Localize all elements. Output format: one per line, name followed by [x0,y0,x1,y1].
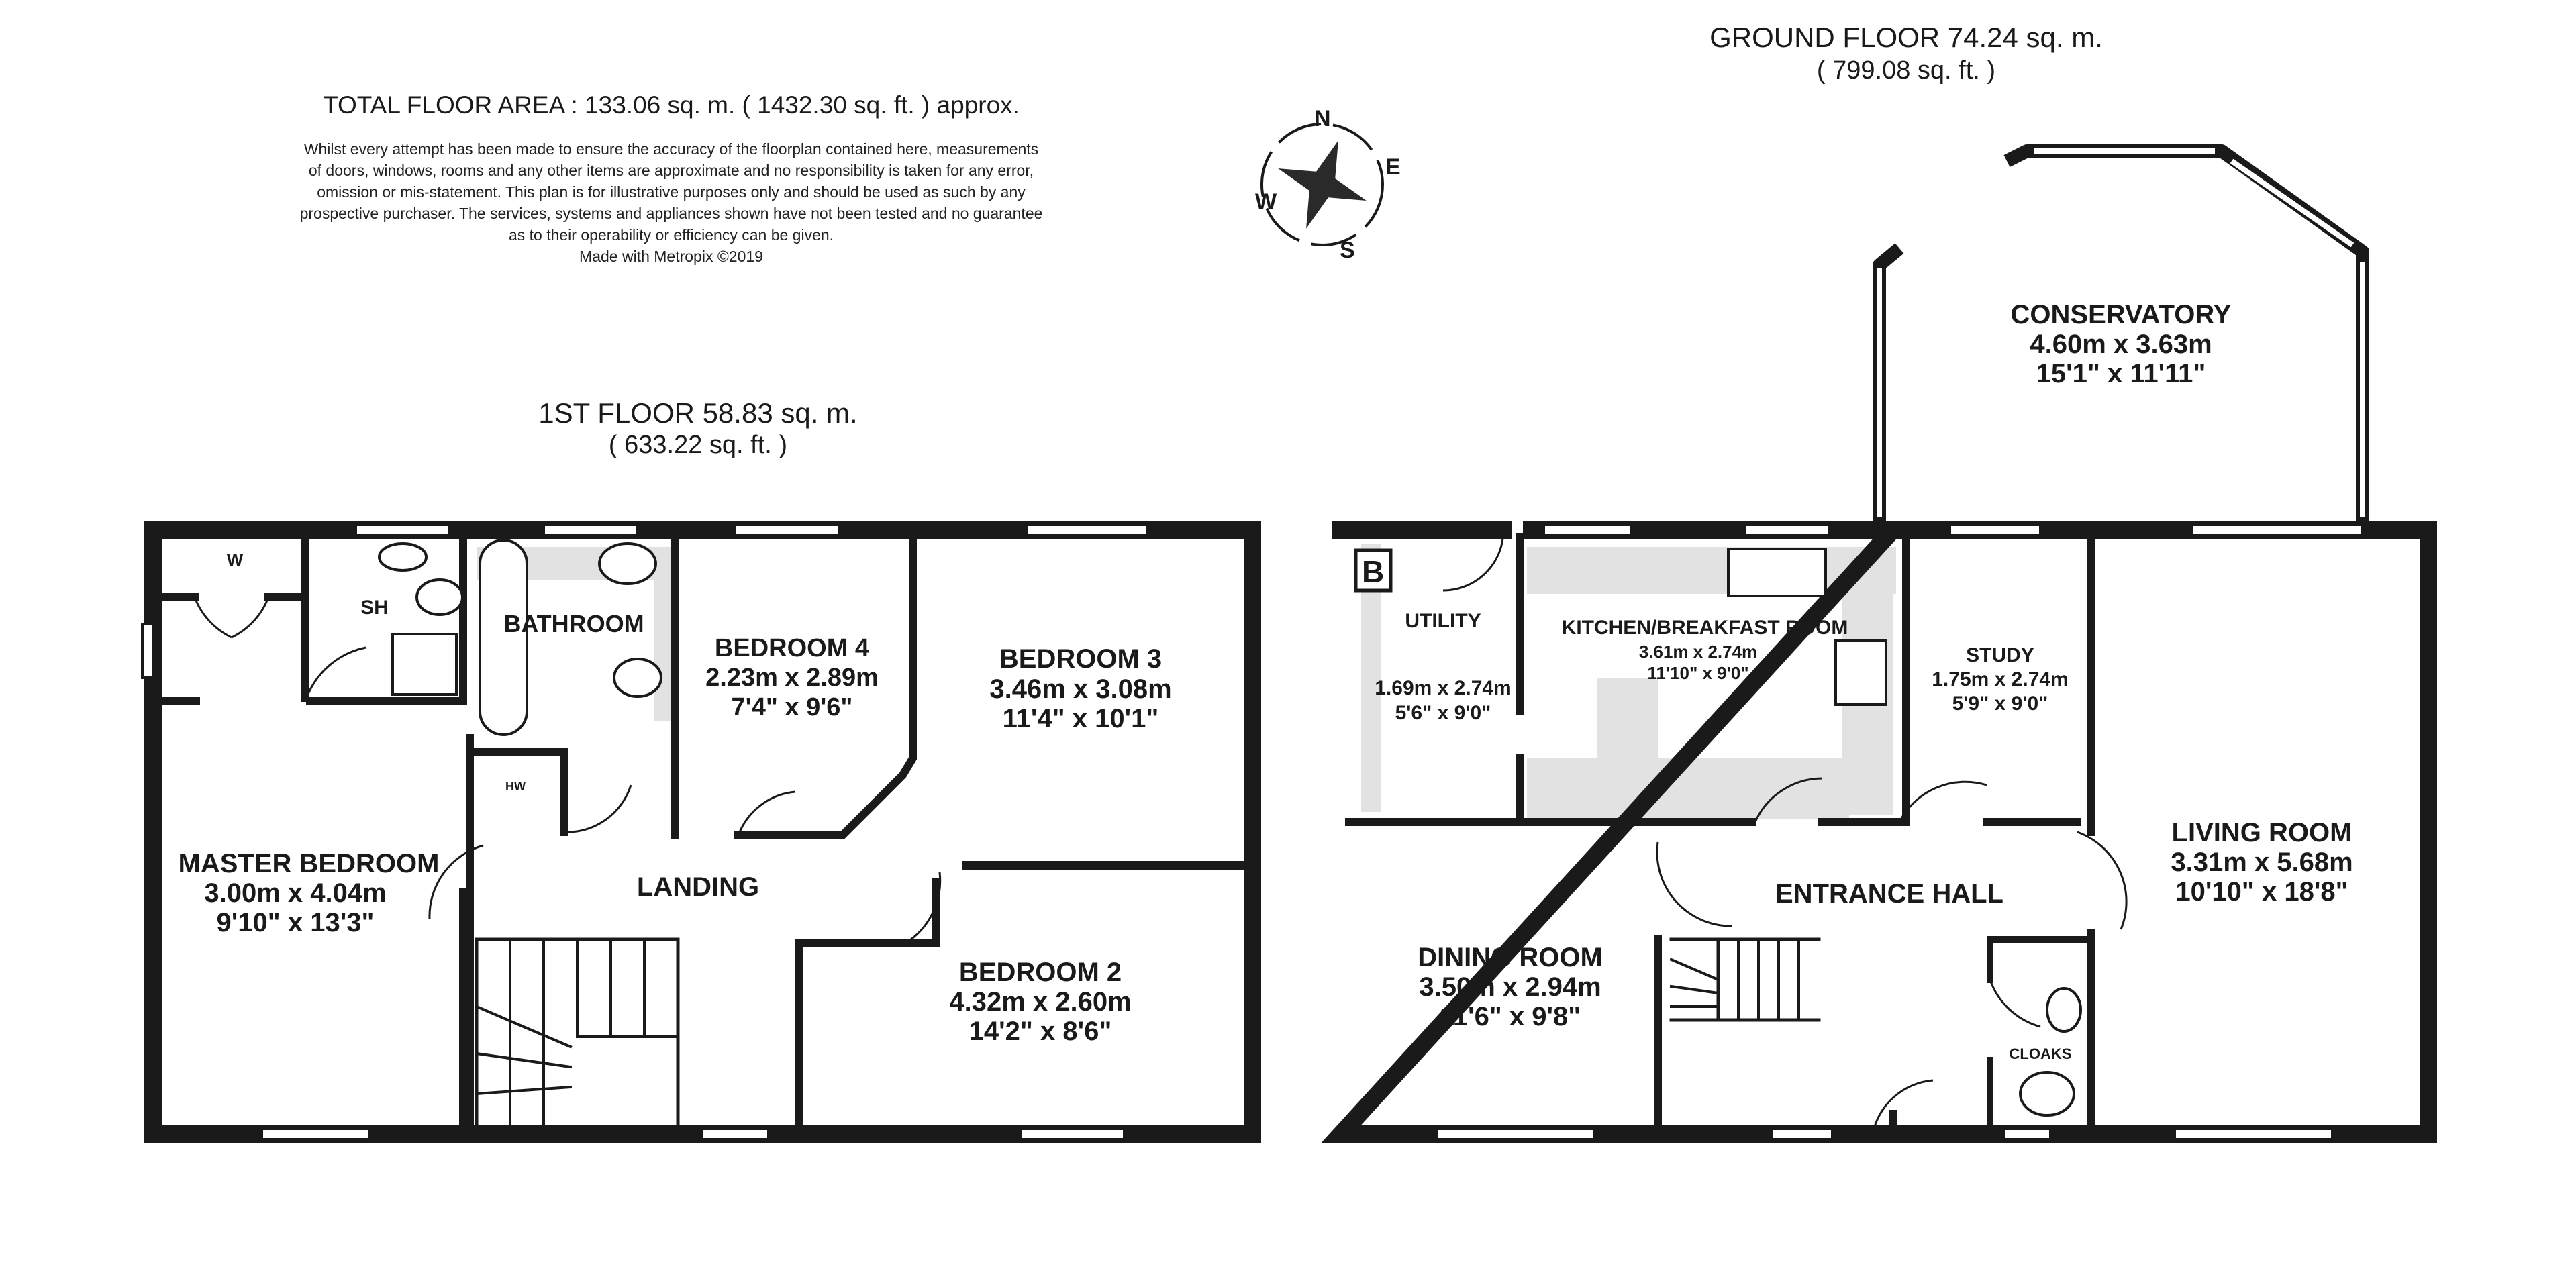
study-imperial: 5'9" x 9'0" [1952,692,2048,715]
landing-label: LANDING [636,872,760,902]
bedroom2-imperial: 14'2" x 8'6" [969,1017,1112,1046]
dining-room-name: DINING ROOM [1418,943,1603,972]
disclaimer-line: as to their operability or efficiency can be given. [508,226,834,244]
master-bedroom-name: MASTER BEDROOM [178,849,440,878]
utility-metric: 1.69m x 2.74m [1375,677,1512,699]
living-room-metric: 3.31m x 5.68m [2171,847,2353,877]
disclaimer-line: of doors, windows, rooms and any other items are approximate and no responsibility is taken for any error, [308,162,1034,179]
bedroom4-metric: 2.23m x 2.89m [705,664,879,692]
utility-name: UTILITY [1405,610,1481,632]
master-bedroom-imperial: 9'10" x 13'3" [216,908,375,937]
first-floor-subtitle: ( 633.22 sq. ft. ) [608,431,788,459]
living-room-imperial: 10'10" x 18'8" [2175,877,2348,907]
compass-east-label: E [1385,154,1401,180]
master-bedroom-metric: 3.00m x 4.04m [204,878,387,908]
disclaimer-line: omission or mis-statement. This plan is for illustrative purposes only and should be used as such by any [317,183,1026,201]
bedroom4-imperial: 7'4" x 9'6" [731,693,853,721]
bedroom3-name: BEDROOM 3 [999,644,1162,674]
kitchen-name: KITCHEN/BREAKFAST ROOM [1561,617,1848,639]
compass-north-label: N [1314,106,1331,132]
total-floor-area: TOTAL FLOOR AREA : 133.06 sq. m. ( 1432.30 sq. ft. ) approx. [323,91,1020,119]
wardrobe-label: W [226,550,244,570]
ground-floor-subtitle: ( 799.08 sq. ft. ) [1816,56,1996,85]
compass-south-label: S [1340,238,1355,263]
dining-room-imperial: 11'6" x 9'8" [1439,1002,1581,1031]
living-room-name: LIVING ROOM [2171,818,2352,847]
compass-rose [1255,106,1401,263]
bedroom4-name: BEDROOM 4 [714,634,870,662]
bedroom2-name: BEDROOM 2 [958,958,1122,987]
conservatory-imperial: 15'1" x 11'11" [2036,359,2206,389]
first-floor-plan [142,525,1252,1139]
study-name: STUDY [1966,644,2034,666]
utility-imperial: 5'6" x 9'0" [1395,702,1491,724]
boiler-label: B [1362,554,1385,589]
dining-room-metric: 3.50m x 2.94m [1419,972,1601,1002]
study-metric: 1.75m x 2.74m [1932,668,2069,690]
conservatory-name: CONSERVATORY [2010,300,2232,329]
hot-water-label: HW [505,780,526,793]
bathroom-label: BATHROOM [503,610,644,637]
bedroom3-imperial: 11'4" x 10'1" [1002,704,1159,733]
shower-label: SH [360,597,389,619]
kitchen-imperial: 11'10" x 9'0" [1647,663,1749,683]
cloaks-label: CLOAKS [2009,1045,2072,1062]
bedroom2-metric: 4.32m x 2.60m [949,987,1132,1017]
kitchen-metric: 3.61m x 2.74m [1638,641,1758,662]
conservatory-metric: 4.60m x 3.63m [2030,329,2212,359]
disclaimer-line: prospective purchaser. The services, systems and appliances shown have not been tested and no guarantee [299,205,1043,222]
disclaimer-line: Whilst every attempt has been made to ensure the accuracy of the floorplan contained here, measurements [303,140,1039,158]
bedroom3-metric: 3.46m x 3.08m [989,674,1172,704]
compass-west-label: W [1255,189,1277,215]
first-floor-title: 1ST FLOOR 58.83 sq. m. [538,397,858,429]
ground-floor-title: GROUND FLOOR 74.24 sq. m. [1710,21,2103,53]
metropix-credit: Made with Metropix ©2019 [579,248,763,265]
entrance-hall-label: ENTRANCE HALL [1775,879,2003,909]
